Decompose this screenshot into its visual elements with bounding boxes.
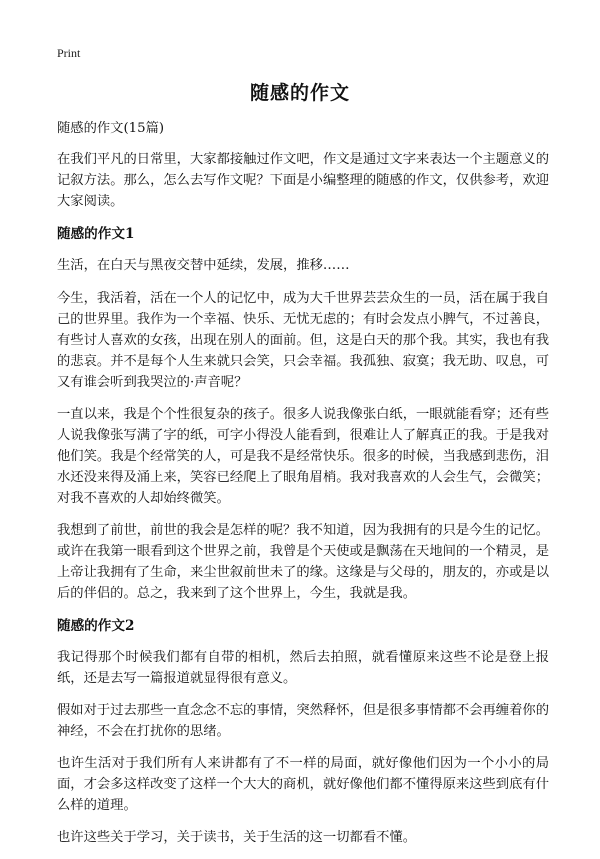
- intro-paragraph: 在我们平凡的日常里，大家都接触过作文吧，作文是通过文字来表达一个主题意义的记叙方法。那么，怎么去写作文呢？下面是小编整理的随感的作文，仅供参考，欢迎大家阅读。: [57, 152, 549, 209]
- article-subtitle: 随感的作文(15篇): [57, 121, 165, 136]
- page-title: 随感的作文: [249, 82, 350, 104]
- paragraph: 也许生活对于我们所有人来讲都有了不一样的局面，就好像他们因为一个小小的局面，才会多这样改变了这样一个大大的商机，就好像他们都不懂得原来这些到底有什么样的道理。: [57, 756, 549, 813]
- paragraph: 生活，在白天与黑夜交替中延续，发展，推移……: [57, 258, 350, 273]
- section-heading: 随感的作文1: [57, 226, 135, 242]
- print-link[interactable]: Print: [57, 46, 81, 60]
- article-body: [57, 118, 549, 859]
- paragraph: 也许这些关于学习，关于读书，关于生活的这一切都看不懂。: [57, 830, 417, 845]
- paragraph: 假如对于过去那些一直念念不忘的事情，突然释怀，但是很多事情都不会再缠着你的神经，不会在打扰你的思绪。: [57, 703, 549, 739]
- paragraph: 我想到了前世，前世的我会是怎样的呢？我不知道，因为我拥有的只是今生的记忆。或许在我第一眼看到这个世界之前，我曾是个天使或是飘荡在天地间的一个精灵，是上帝让我拥有了生命，来尘世叙前世未了的缘。这缘是与父母的，朋友的，亦或是以后的伴侣的。总之，我来到了这个世界上，今生，我就是我。: [57, 523, 549, 601]
- paragraph: 今生，我活着，活在一个人的记忆中，成为大千世界芸芸众生的一员，活在属于我自己的世界里。我作为一个幸福、快乐、无忧无虑的；有时会发点小脾气，不过善良，有些讨人喜欢的女孩，出现在别人的面前。但，这是白天的那个我。其实，我也有我的悲哀。并不是每个人生来就只会笑，只会幸福。我孤独、寂寞；我无助、叹息，可又有谁会听到我哭泣的·声音呢？: [57, 291, 549, 390]
- paragraph: 一直以来，我是个个性很复杂的孩子。很多人说我像张白纸，一眼就能看穿；还有些人说我像张写满了字的纸，可字小得没人能看到，很难让人了解真正的我。于是我对他们笑。我是个经常笑的人，可是我不是经常快乐。很多的时候，当我感到悲伤，泪水还没来得及涌上来，笑容已经爬上了眼角眉梢。我对我喜欢的人会生气，会微笑；对我不喜欢的人却始终微笑。: [57, 407, 549, 506]
- paragraph: 我记得那个时候我们都有自带的相机，然后去拍照，就看懂原来这些不论是登上报纸，还是去写一篇报道就显得很有意义。: [57, 650, 549, 686]
- section-heading: 随感的作文2: [57, 618, 135, 634]
